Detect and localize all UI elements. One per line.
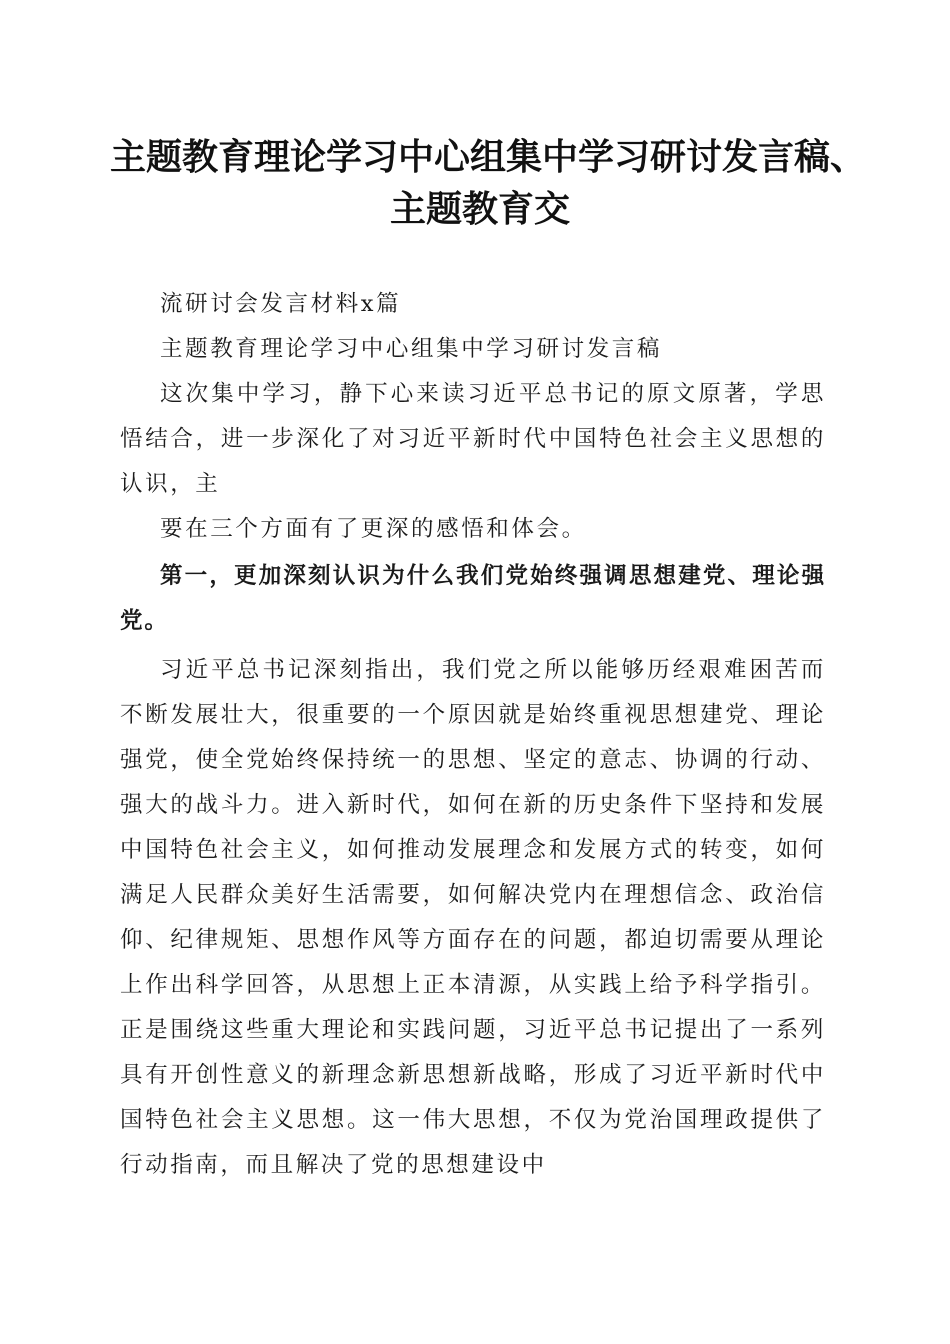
document-body bbox=[120, 282, 826, 1188]
intro-paragraph: 这次集中学习，静下心来读习近平总书记的原文原著，学思悟结合，进一步深化了对习近平新时代中国特色社会主义思想的认识，主 bbox=[120, 381, 826, 497]
subtitle-continuation: 流研讨会发言材料x篇 bbox=[160, 291, 402, 317]
document-title bbox=[110, 132, 867, 236]
section-heading: 第一，更加深刻认识为什么我们党始终强调思想建党、理论强党。 bbox=[120, 563, 826, 634]
speech-title: 主题教育理论学习中心组集中学习研讨发言稿 bbox=[160, 336, 663, 362]
title-line-1: 主题教育理论学习中心组集中学习研讨发言稿、 bbox=[110, 137, 867, 178]
title-line-2: 主题教育交 bbox=[389, 189, 570, 230]
body-paragraph: 习近平总书记深刻指出，我们党之所以能够历经艰难困苦而不断发展壮大，很重要的一个原因就是始终重视思想建党、理论强党，使全党始终保持统一的思想、坚定的意志、协调的行动、强大的战斗力。进入新时代，如何在新的历史条件下坚持和发展中国特色社会主义，如何推动发展理念和发展方式的转变，如何满足人民群众美好生活需要，如何解决党内在理想信念、政治信仰、纪律规矩、思想作风等方面存在的问题，都迫切需要从理论上作出科学回答，从思想上正本清源，从实践上给予科学指引。正是围绕这些重大理论和实践问题，习近平总书记提出了一系列具有开创性意义的新理念新思想新战略，形成了习近平新时代中国特色社会主义思想。这一伟大思想，不仅为党治国理政提供了行动指南，而且解决了党的思想建设中 bbox=[120, 657, 826, 1178]
intro-paragraph-continued: 要在三个方面有了更深的感悟和体会。 bbox=[160, 516, 587, 542]
